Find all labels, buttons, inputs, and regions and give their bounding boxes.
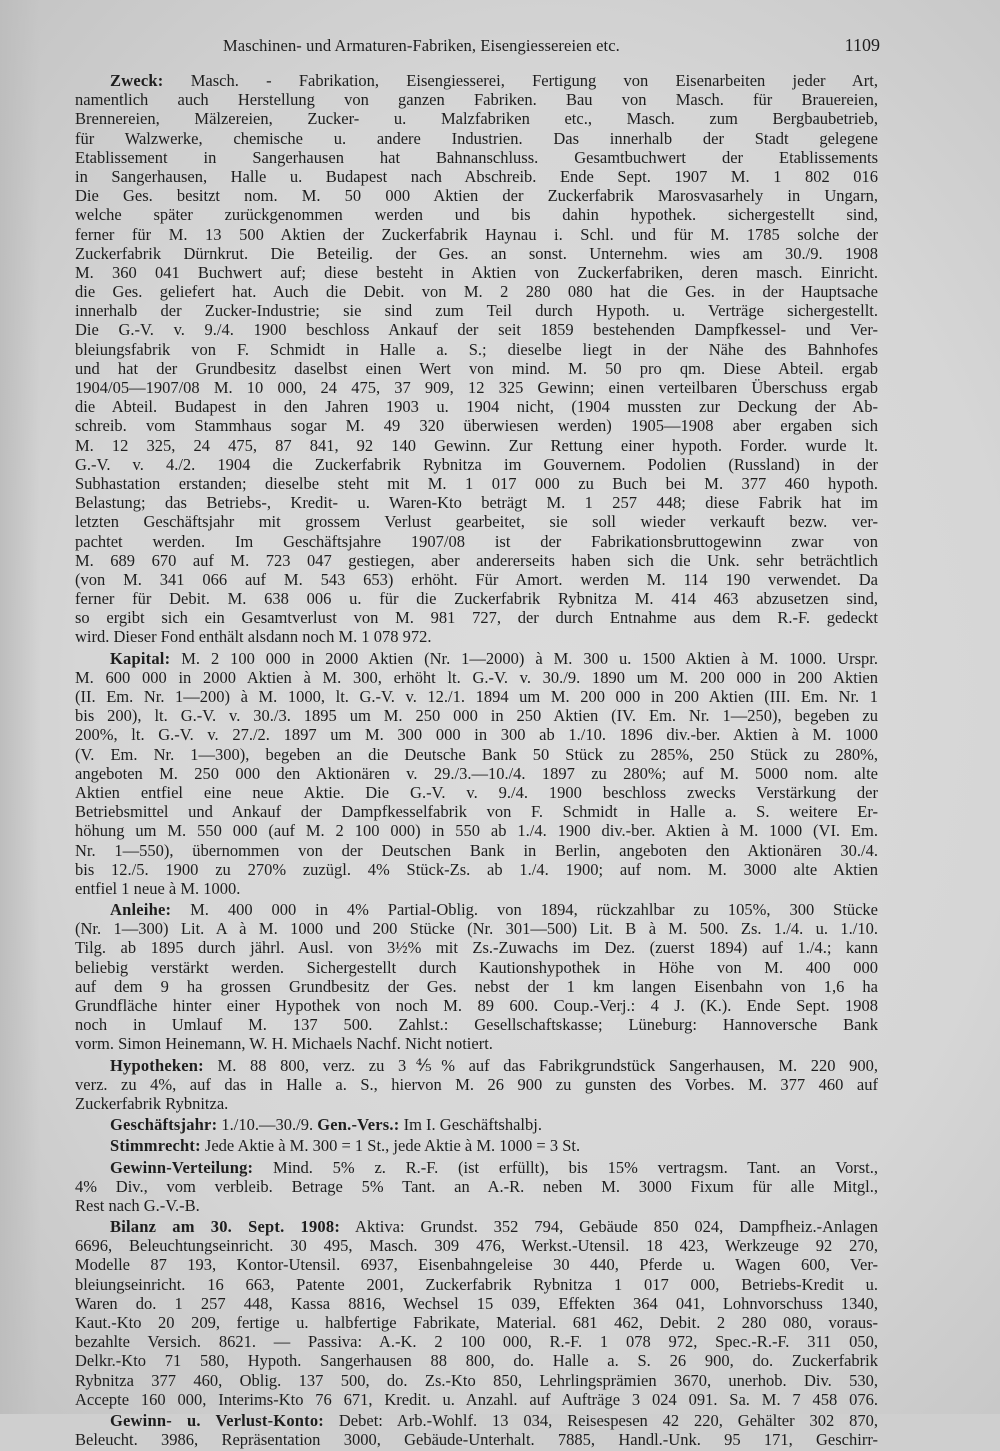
text-line [75,1351,878,1370]
text-line [75,649,878,668]
text-line [75,167,878,186]
text-line [75,205,878,224]
line-text: Waren do. 1 257 448, Kassa 8816, Wechsel 15 039, Effekten 364 041, Lohnvorschuss 1340, [75,1293,878,1313]
line-text: die Ges. geliefert hat. Auch die Debit. von M. 2 280 080 hat die Ges. in der Hauptsache [75,282,878,302]
text-line [75,570,878,589]
line-text: schreib. vom Stammhaus sogar M. 49 320 überwiesen werden) 1905—1908 aber ergaben sich [75,416,878,436]
line-text: (II. Em. Nr. 1—200) à M. 1000, lt. G.-V. v. 12./1. 1894 um M. 200 000 in 200 Aktien (III. Em. Nr. 1 [75,687,878,706]
text-line [75,668,878,687]
line-text: Etablissement in Sangerhausen hat Bahnanschluss. Gesamtbuchwert der Etablissements [75,147,878,167]
text-line [75,359,878,378]
line-text: Aktien entfiel eine neue Aktie. Die G.-V. v. 9./4. 1900 beschloss zwecks Verstärkung der [75,782,878,802]
text-line [75,474,878,493]
text-line [75,608,878,627]
line-text: Rest nach G.-V.-B. [75,1195,200,1215]
text-line [75,977,878,996]
line-text: ferner für Debit. M. 638 006 u. für die Zuckerfabrik Rybnitza M. 414 463 abzusetzen sind, [75,589,878,609]
line-text: für Walzwerke, chemische u. andere Industrien. Das innerhalb der Stadt gelegene [75,128,878,148]
line-text: Beleucht. 3986, Repräsentation 3000, Gebäude-Unterhalt. 7885, Handl.-Unk. 95 171, Geschirr- [75,1430,878,1450]
text-line [75,1158,878,1177]
line-text: bis 12./5. 1900 zu 270% zuzügl. 4% Stück-Zs. ab 1./4. 1900; auf nom. M. 3000 alte Aktien [75,859,878,879]
line-text: Masch. - Fabrikation, Eisengiesserei, Fertigung von Eisenarbeiten jeder Art, [190,71,878,90]
line-text: Accepte 160 000, Interims-Kto 76 671, Kredit. u. Anzahl. auf Aufträge 3 024 091. Sa. M. 7 458 076. [75,1389,878,1409]
text-line [75,71,878,90]
line-text: innerhalb der Zucker-Industrie; sie sind zum Teil durch Hypoth. u. Verträge sichergestellt. [75,301,878,321]
line-text: (V. Em. Nr. 1—300), begeben an die Deutsche Bank 50 Stück zu 285%, 250 Stück zu 280%, [75,744,878,764]
line-text: Tilg. ab 1895 durch jährl. Ausl. von 3½% mit Zs.-Zuwachs im Dez. (zuerst 1894) auf 1./4.; kann [75,938,878,958]
line-text: welche später zurückgenommen werden und bis dahin hypothek. sichergestellt sind, [75,205,878,225]
paragraph [75,1056,878,1114]
section-label: Gen.-Vers.: [317,1115,400,1135]
line-text: auf dem 9 ha grossen Grundbesitz der Ges. nebst der 1 km langen Eisenbahn von 1,6 ha [75,976,878,996]
text-line [75,1255,878,1274]
line-text: Delkr.-Kto 71 580, Hypoth. Sangerhausen 88 800, do. Halle a. S. 26 900, do. Zuckerfabrik [75,1351,878,1371]
section-label: Gewinn- u. Verlust-Konto: [110,1410,324,1430]
line-text: Zuckerfabrik Rybnitza. [75,1093,229,1113]
line-text: namentlich auch Herstellung von ganzen Fabriken. Bau von Masch. für Brauereien, [75,90,878,110]
text-line [75,1196,878,1215]
document-body [75,71,878,1451]
text-line [75,129,878,148]
text-line [75,1015,878,1034]
paragraph [75,1115,878,1134]
line-text: M. 689 670 auf M. 723 047 gestiegen, aber andererseits haben sich die Unk. sehr beträchtlich [75,550,878,570]
page-number: 1109 [844,35,880,55]
text-line [75,996,878,1015]
line-text: bezahlte Versich. 8621. — Passiva: A.-K. 2 100 000, R.-F. 1 078 972, Spec.-R.-F. 311 050, [75,1332,878,1352]
text-line [75,627,878,646]
text-line [75,841,878,860]
text-line [75,783,878,802]
line-text: 200%, lt. G.-V. v. 27./2. 1897 um M. 300 000 in 300 ab 1./10. 1896 div.-ber. Aktien à M. 1000 [75,725,878,745]
line-text: Die Ges. besitzt nom. M. 50 000 Aktien der Zuckerfabrik Marosvasarhely in Ungarn, [75,186,878,206]
line-text: Subhastation erstanden; dieselbe steht mit M. 1 017 000 zu Buch bei M. 377 460 hypoth. [75,473,878,493]
line-text: Die G.-V. v. 9./4. 1900 beschloss Ankauf der seit 1859 bestehenden Dampfkessel- und Ver- [75,320,878,340]
line-text: ferner für M. 13 500 Aktien der Zuckerfabrik Haynau i. Schl. und für M. 1785 solche der [75,224,878,244]
text-line [75,109,878,128]
line-text: Kaut.-Kto 20 209, fertige u. halbfertige Fabrikate, Material. 681 462, Debit. 2 280 080, voraus- [75,1313,878,1332]
text-line [75,860,878,879]
line-text: wird. Dieser Fond enthält alsdann noch M. 1 078 972. [75,627,432,647]
text-line [75,186,878,205]
text-line [75,1430,878,1449]
text-line [75,340,878,359]
header-title: Maschinen- und Armaturen-Fabriken, Eisengiessereien etc. [223,36,620,55]
line-text: Im I. Geschäftshalbj. [403,1115,542,1135]
text-line [75,320,878,339]
line-text: 6696, Beleuchtungseinricht. 30 495, Masch. 309 476, Werkst.-Utensil. 18 423, Werkzeuge 92 270, [75,1236,878,1256]
section-label: Geschäftsjahr: [110,1115,218,1135]
text-line [75,378,878,397]
line-text: pachtet werden. Im Geschäftsjahre 1907/08 ist der Fabrikationsbruttogewinn zwar von [75,531,878,551]
line-text: M. 88 800, verz. zu 3⅘% auf das Fabrikgrundstück Sangerhausen, M. 220 900, [217,1055,878,1075]
text-line [75,1115,878,1134]
line-text: letzten Geschäftsjahr mit grossem Verlust gearbeitet, sie soll wieder verkauft bezw. ver- [75,512,878,532]
paragraph [75,1136,878,1155]
running-header [75,36,880,60]
section-label: Bilanz am 30. Sept. 1908: [110,1217,341,1237]
text-line [75,1371,878,1390]
line-text: und hat der Grundbesitz daselbst einen Wert von mind. M. 50 pro qm. Diese Abteil. ergab [75,358,878,378]
paragraph [75,1158,878,1216]
line-text: Nr. 1—550), übernommen von der Deutschen Bank in Berlin, angeboten den Aktionären 30./4. [75,840,878,860]
text-line [75,1177,878,1196]
line-text: M. 12 325, 24 475, 87 841, 92 140 Gewinn. Zur Rettung einer hypoth. Forder. wurde lt. [75,435,878,455]
text-line [75,1236,878,1255]
text-line [75,1275,878,1294]
page-edge-shadow [0,0,40,1414]
section-label: Zweck: [110,71,164,90]
line-text: noch in Umlauf M. 137 500. Zahlst.: Gesellschaftskasse; Lüneburg: Hannoversche Bank [75,1015,878,1035]
line-text: Jede Aktie à M. 300 = 1 St., jede Aktie à M. 1000 = 3 St. [204,1136,581,1156]
line-text: die Abteil. Budapest in den Jahren 1903 u. 1904 nicht, (1904 mussten zur Deckung der Ab- [75,397,878,417]
text-line [75,1136,878,1155]
text-line [75,879,878,898]
line-text: höhung um M. 550 000 (auf M. 2 100 000) in 550 ab 1./4. 1900 div.-ber. Aktien à M. 1000 (VI. Em. [75,821,878,841]
text-line [75,1034,878,1053]
text-line [75,90,878,109]
text-line [75,589,878,608]
line-text: M. 600 000 in 2000 Aktien à M. 300, erhöht lt. G.-V. v. 30./9. 1890 um M. 200 000 in 200 Aktien [75,667,878,687]
line-text: Mind. 5% z. R.-F. (ist erfüllt), bis 15% vertragsm. Tant. an Vorst., [273,1157,878,1177]
line-text: so ergibt sich ein Gesamtverlust von M. 981 727, der durch Entnahme aus dem R.-F. gedeckt [75,608,878,628]
text-line [75,512,878,531]
paragraph [75,900,878,1054]
line-text: bis 200), lt. G.-V. v. 30./3. 1895 um M. 250 000 in 250 Aktien (IV. Em. Nr. 1—250), begeben zu [75,706,878,726]
text-line [75,725,878,744]
line-text: (Nr. 1—300) Lit. A à M. 1000 und 200 Stücke (Nr. 301—500) Lit. B à M. 500. Zs. 1./4. u. 1./10. [75,919,878,939]
text-line [75,455,878,474]
section-label: Kapital: [110,648,171,668]
line-text: M. 400 000 in 4% Partial-Oblig. von 1894, rückzahlbar zu 105%, 300 Stücke [190,900,878,920]
line-text: Zuckerfabrik Dürnkrut. Die Beteilig. der Ges. an sonst. Unternehm. wies am 30./9. 1908 [75,243,878,263]
text-line [75,938,878,957]
text-line [75,493,878,512]
text-line [75,397,878,416]
text-line [75,1390,878,1409]
line-text: entfiel 1 neue à M. 1000. [75,878,241,898]
text-line [75,225,878,244]
text-line [75,532,878,551]
paragraph [75,71,878,647]
line-text: Betriebsmittel und Ankauf der Dampfkesselfabrik von F. Schmidt in Halle a. S. weitere Er- [75,802,878,822]
line-text: Rybnitza 377 460, Oblig. 137 500, do. Zs.-Kto 850, Lehrlingsprämien 3670, unerhob. Div. 530, [75,1370,878,1390]
section-label: Anleihe: [110,900,172,920]
line-text: Brennereien, Mälzereien, Zucker- u. Malzfabriken etc., Masch. zum Bergbaubetrieb, [75,109,878,129]
line-text: Modelle 87 193, Kontor-Utensil. 6937, Eisenbahngeleise 30 440, Pferde u. Wagen 600, Ver- [75,1255,878,1275]
text-line [75,900,878,919]
text-line [75,416,878,435]
line-text: in Sangerhausen, Halle u. Budapest nach Abschreib. Ende Sept. 1907 M. 1 802 016 [75,166,878,186]
paragraph [75,649,878,898]
section-label: Gewinn-Verteilung: [110,1157,254,1177]
text-line [75,301,878,320]
line-text: M. 360 041 Buchwert auf; diese besteht in Aktien von Zuckerfabriken, deren masch. Einricht. [75,262,878,282]
line-text: G.-V. v. 4./2. 1904 die Zuckerfabrik Rybnitza im Gouvernem. Podolien (Russland) in der [75,454,878,474]
text-line [75,282,878,301]
line-text: 4% Div., vom verbleib. Betrage 5% Tant. an A.-R. neben M. 3000 Fixum für alle Mitgl., [75,1176,878,1196]
text-line [75,687,878,706]
text-line [75,1294,878,1313]
line-text: 1904/05—1907/08 M. 10 000, 24 475, 37 909, 12 325 Gewinn; einen verteilbaren Überschuss ergab [75,378,878,397]
text-line [75,706,878,725]
text-line [75,263,878,282]
line-text: bleiungsfabrik von F. Schmidt in Halle a. S.; dieselbe liegt in der Nähe des Bahnhofes [75,339,878,359]
text-line [75,1217,878,1236]
line-text: Grundfläche hinter einer Hypothek von noch M. 89 600. Coup.-Verj.: 4 J. (K.). Ende Sept. 1908 [75,996,878,1015]
line-text: Debet: Arb.-Wohlf. 13 034, Reisespesen 42 220, Gehälter 302 870, [338,1410,878,1430]
line-text: Aktiva: Grundst. 352 794, Gebäude 850 024, Dampfheiz.-Anlagen [355,1217,878,1237]
line-text: M. 2 100 000 in 2000 Aktien (Nr. 1—2000) à M. 300 u. 1500 Aktien à M. 1000. Urspr. [181,648,878,668]
text-line [75,436,878,455]
text-line [75,958,878,977]
paragraph [75,1217,878,1409]
text-line [75,1075,878,1094]
text-line [75,821,878,840]
line-text: bleiungseinricht. 16 663, Patente 2001, Zuckerfabrik Rybnitza 1 017 000, Betriebs-Kredit u. [75,1274,878,1294]
text-line [75,745,878,764]
text-line [75,1094,878,1113]
text-line [75,1332,878,1351]
section-label: Hypotheken: [110,1055,204,1075]
line-text: vorm. Simon Heinemann, W. H. Michaels Nachf. Nicht notiert. [75,1034,493,1054]
text-line [75,919,878,938]
paragraph [75,1411,878,1449]
text-line [75,551,878,570]
text-line [75,802,878,821]
text-line [75,1056,878,1075]
line-text: 1./10.—30./9. [221,1115,314,1135]
line-text: Belastung; das Betriebs-, Kredit- u. Waren-Kto beträgt M. 1 257 448; diese Fabrik hat im [75,493,878,513]
text-line [75,1313,878,1332]
text-line [75,148,878,167]
section-label: Stimmrecht: [110,1136,201,1156]
line-text: beliebig verstärkt werden. Sichergestellt durch Kautionshypothek in Höhe von M. 400 000 [75,957,878,977]
line-text: angeboten M. 250 000 den Aktionären v. 29./3.—10./4. 1897 zu 280%; auf M. 5000 nom. alte [75,763,878,783]
line-text: verz. zu 4%, auf das in Halle a. S., hiervon M. 26 900 zu gunsten des Vorbes. M. 377 460 auf [75,1074,878,1094]
text-line [75,764,878,783]
text-line [75,244,878,263]
line-text: (von M. 341 066 auf M. 543 653) erhöht. Für Amort. werden M. 114 190 verwendet. Da [75,569,878,589]
